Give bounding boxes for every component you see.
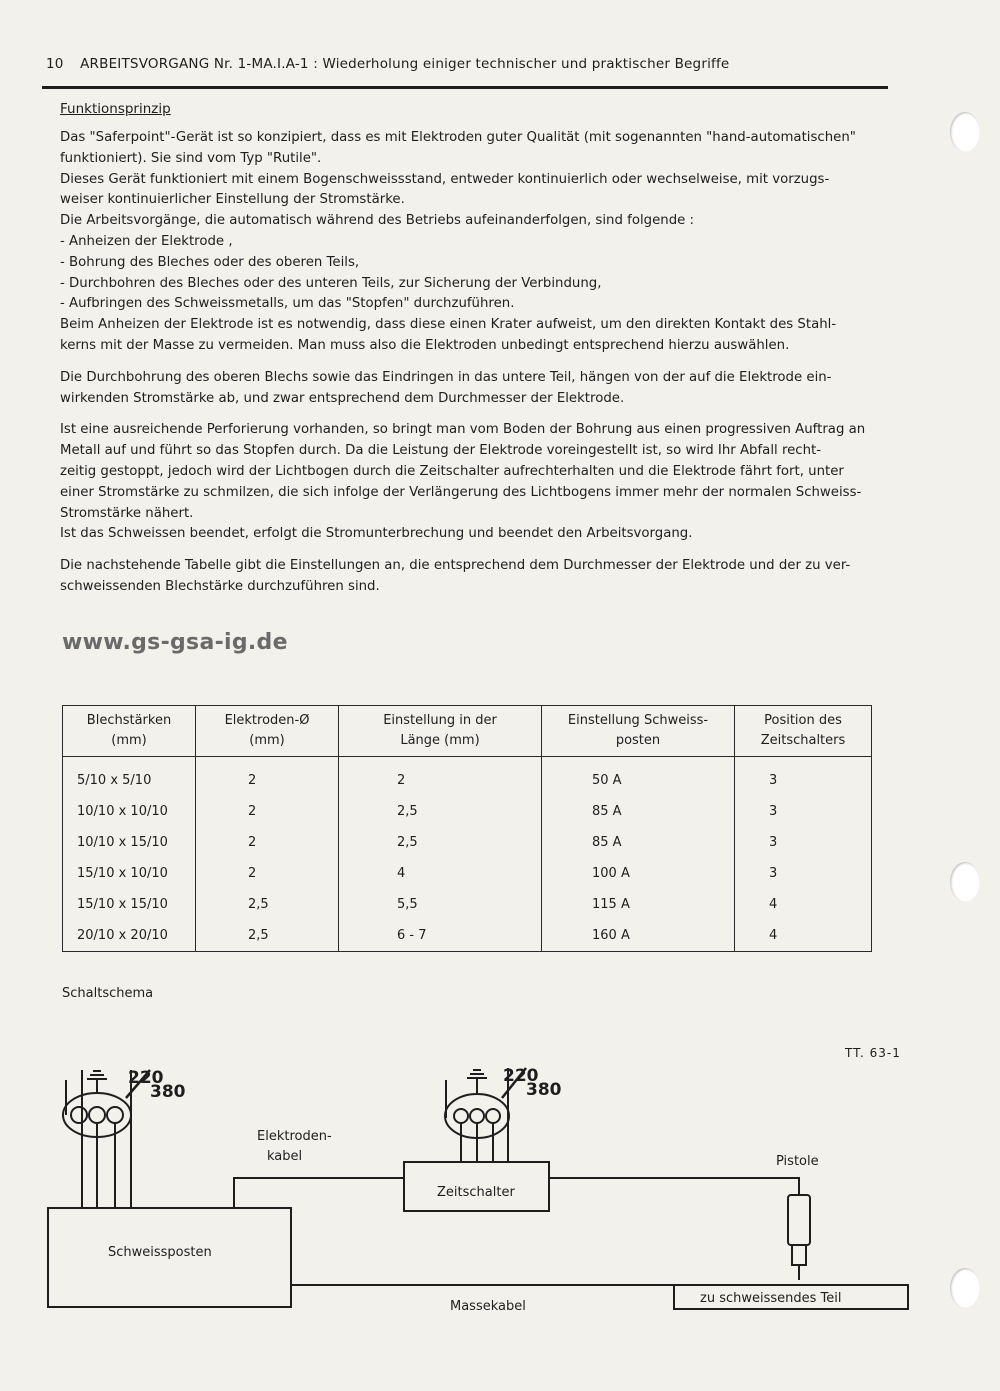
- bullet-item: - Durchbohren des Bleches oder des unteren Teils, zur Sicherung der Verbindung,: [60, 275, 602, 291]
- pistol-cable: [549, 1178, 799, 1195]
- cell-elektrode: 2: [196, 827, 339, 858]
- cell-blech: 15/10 x 10/10: [63, 858, 196, 889]
- cell-elektrode: 2: [196, 796, 339, 827]
- voltage-top-right: 220: [503, 1066, 539, 1086]
- text-line: kerns mit der Masse zu vermeiden. Man muss also die Elektroden unbedingt entsprechend hierzu auswählen.: [60, 337, 790, 353]
- text-line: einer Stromstärke zu schmilzen, die sich infolge der Verlängerung des Lichtbogens immer mehr der normalen Schweiss-: [60, 484, 862, 500]
- section-title: Funktionsprinzip: [60, 101, 171, 117]
- page-header-title: ARBEITSVORGANG Nr. 1-MA.I.A-1 : Wiederholung einiger technischer und praktischer Begriffe: [80, 56, 730, 72]
- text-line: Beim Anheizen der Elektrode ist es notwendig, dass diese einen Krater aufweist, um den direkten Kontakt des Stahl-: [60, 317, 837, 333]
- bullet-item: - Anheizen der Elektrode ,: [60, 233, 233, 249]
- pistol-icon: [788, 1195, 810, 1280]
- cell-laenge: 2: [339, 757, 542, 797]
- pistole-label: Pistole: [776, 1154, 819, 1169]
- text-line: Das "Saferpoint"-Gerät ist so konzipiert, dass es mit Elektroden guter Qualität (mit sogenannten "hand-automatischen": [60, 130, 856, 145]
- schweissposten-label: Schweissposten: [108, 1245, 212, 1260]
- elektrodenkabel-label-line2: kabel: [267, 1149, 303, 1164]
- text-line: schweissenden Blechstärke durchzuführen sind.: [60, 578, 380, 594]
- text-line: funktioniert). Sie sind vom Typ "Rutile".: [60, 150, 322, 166]
- column-header-position-zeitschalter: Position des Zeitschalters: [735, 706, 872, 757]
- bullet-item: - Aufbringen des Schweissmetalls, um das "Stopfen" durchzuführen.: [60, 296, 515, 312]
- cell-elektrode: 2: [196, 858, 339, 889]
- cell-blech: 10/10 x 10/10: [63, 796, 196, 827]
- text-line: weiser kontinuierlicher Einstellung der Stromstärke.: [60, 192, 405, 208]
- text-line: Ist das Schweissen beendet, erfolgt die Stromunterbrechung und beendet den Arbeitsvorgang.: [60, 526, 693, 542]
- cell-laenge: 2,5: [339, 796, 542, 827]
- mains-plug-left: [63, 1070, 150, 1208]
- text-line: wirkenden Stromstärke ab, und zwar entsprechend dem Durchmesser der Elektrode.: [60, 390, 625, 406]
- column-header-einstellung-laenge: Einstellung in der Länge (mm): [339, 706, 542, 757]
- zeitschalter-label: Zeitschalter: [437, 1185, 515, 1200]
- text-line: Die Durchbohrung des oberen Blechs sowie das Eindringen in das untere Teil, hängen von der auf die Elektrode ein-: [60, 369, 832, 385]
- workpiece-label: zu schweissendes Teil: [700, 1291, 842, 1306]
- figure-code: TT. 63-1: [845, 1046, 901, 1060]
- cell-laenge: 2,5: [339, 827, 542, 858]
- binder-hole: [950, 112, 980, 152]
- column-header-einstellung-schweissposten: Einstellung Schweiss- posten: [542, 706, 735, 757]
- schema-title: Schaltschema: [62, 986, 154, 1001]
- text-line: Dieses Gerät funktioniert mit einem Bogenschweissstand, entweder kontinuierlich oder wechselweise, mit vorzugs-: [60, 171, 830, 187]
- cell-elektrode: 2: [196, 757, 339, 797]
- massekabel-label: Massekabel: [450, 1299, 526, 1314]
- cell-laenge: 6 - 7: [339, 920, 542, 952]
- cell-laenge: 5,5: [339, 889, 542, 920]
- text-line: Die nachstehende Tabelle gibt die Einstellungen an, die entsprechend dem Durchmesser der Elektrode und der zu ver-: [60, 558, 851, 574]
- cell-strom: 160 A: [542, 920, 735, 952]
- cell-position: 3: [735, 858, 872, 889]
- text-line: Stromstärke nähert.: [60, 505, 194, 521]
- cell-position: 3: [735, 827, 872, 858]
- cell-blech: 10/10 x 15/10: [63, 827, 196, 858]
- cell-blech: 5/10 x 5/10: [63, 757, 196, 797]
- cell-strom: 115 A: [542, 889, 735, 920]
- elektroden-cable: [234, 1178, 404, 1208]
- watermark: www.gs-gsa-ig.de: [62, 630, 288, 655]
- cell-strom: 85 A: [542, 827, 735, 858]
- text-line: Metall auf und führt so das Stopfen durch. Da die Leistung der Elektrode voreingestellt ist, so wird Ihr Abfall recht-: [60, 443, 822, 459]
- binder-hole: [950, 862, 980, 902]
- column-header-elektroden: Elektroden-Ø (mm): [196, 706, 339, 757]
- cell-position: 4: [735, 889, 872, 920]
- cell-strom: 85 A: [542, 796, 735, 827]
- cell-position: 3: [735, 757, 872, 797]
- cell-laenge: 4: [339, 858, 542, 889]
- cell-elektrode: 2,5: [196, 920, 339, 952]
- column-header-blechstaerken: Blechstärken (mm): [63, 706, 196, 757]
- text-line: Ist eine ausreichende Perforierung vorhanden, so bringt man vom Boden der Bohrung aus einen progressiven Auftrag an: [60, 422, 866, 438]
- cell-elektrode: 2,5: [196, 889, 339, 920]
- bullet-item: - Bohrung des Bleches oder des oberen Teils,: [60, 254, 360, 270]
- cell-position: 4: [735, 920, 872, 952]
- text-line: zeitig gestoppt, jedoch wird der Lichtbogen durch die Zeitschalter aufrechterhalten und die Elektrode fährt fort, unter: [60, 463, 844, 479]
- binder-hole: [950, 1268, 980, 1308]
- text-line: Die Arbeitsvorgänge, die automatisch während des Betriebs aufeinanderfolgen, sind folgende :: [60, 213, 695, 229]
- cell-blech: 20/10 x 20/10: [63, 920, 196, 952]
- voltage-bottom-right: 380: [526, 1080, 562, 1100]
- cell-position: 3: [735, 796, 872, 827]
- voltage-top-left: 220: [128, 1068, 164, 1088]
- voltage-bottom-left: 380: [150, 1082, 186, 1102]
- page-number: 10: [46, 56, 64, 72]
- elektrodenkabel-label-line1: Elektroden-: [257, 1129, 332, 1144]
- cell-strom: 50 A: [542, 757, 735, 797]
- cell-strom: 100 A: [542, 858, 735, 889]
- cell-blech: 15/10 x 15/10: [63, 889, 196, 920]
